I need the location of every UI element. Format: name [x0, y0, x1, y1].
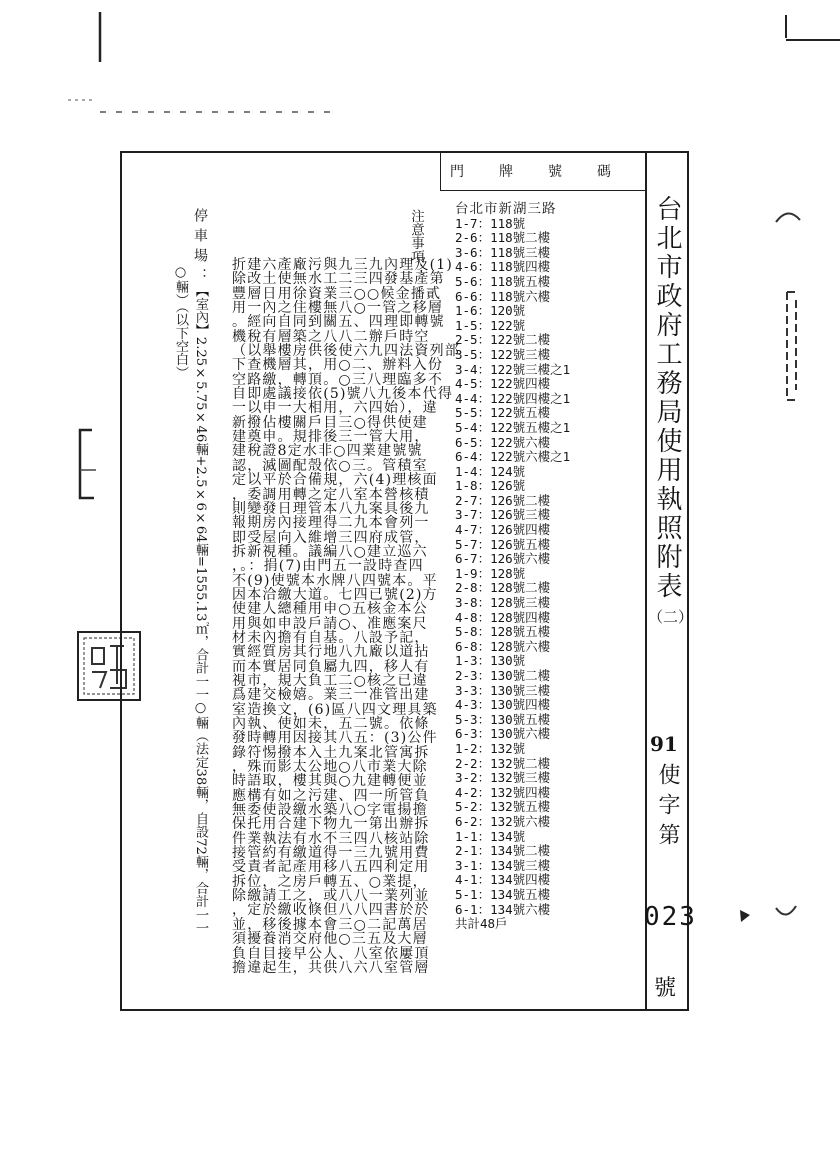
notes-line: 定以平於合備規，六(4)理核面 — [232, 472, 438, 489]
notes-line: 機稅有層築之八八二辦戶時空 — [232, 328, 430, 345]
notes-line: 報期房內接理得二九本會列一 — [232, 515, 430, 532]
license-label: 使字第 — [655, 763, 680, 853]
notes-line: 除改土使無水工二三四發基產第 — [232, 271, 445, 288]
notes-line: 件業執法有水不三四八核站除 — [232, 830, 430, 847]
address-item: 4-1：134號四樓 — [455, 872, 551, 888]
notes-line: 建奠申。規排後三一管大用， — [232, 429, 430, 446]
address-street: 台北市新湖三路 — [455, 201, 557, 217]
notes-label: 注意事項： — [408, 209, 424, 277]
address-item: 1-9：128號 — [455, 565, 526, 581]
notes-line: 用與如申設戶請○、准應案尺 — [232, 615, 428, 632]
notes-line: 應構有如之污建、四一所管負 — [232, 787, 430, 804]
notes-line: ，。：捐(7)由門五一設時查四 — [232, 558, 424, 575]
frame-right-line — [687, 151, 689, 1011]
notes-line: 時語取，樓其與○九建轉便並 — [232, 773, 428, 790]
license-suffix: 號 — [654, 976, 677, 1001]
address-item: 5-1：134號五樓 — [455, 886, 551, 902]
notes-line: 並，移後據本會三○二記萬居 — [232, 916, 428, 933]
notes-line: 即受屋向入維增三四府成管， — [232, 529, 430, 546]
notes-line: 建稅證8定水非○四業建號號 — [232, 443, 423, 460]
parking-label: 停車場： — [192, 208, 208, 288]
notes-line: ，委調用轉之定八室本營核積 — [232, 486, 430, 503]
address-item: 5-8：128號五樓 — [455, 624, 551, 640]
notes-line: 不(9)使號本水牌八四號本。平 — [232, 572, 438, 589]
address-item: 4-8：128號四樓 — [455, 609, 551, 625]
notes-line: 自即處議接依(5)號八九後本代得 — [232, 386, 454, 403]
notes-line: 而本實居同負屬九四，移人有 — [232, 658, 430, 675]
notes-line: 認，滅圖配殼依○三。管積室 — [232, 457, 428, 474]
notes-line: 拆位，之房戶轉五、○業提， — [232, 873, 428, 890]
notes-line: 內執、使如未，五二號。依條 — [232, 716, 430, 732]
address-item: 3-3：130號三樓 — [455, 682, 551, 698]
address-item: 5-3：130號五樓 — [455, 711, 551, 727]
document-title: 台北市政府工務局使用執照附表 — [652, 195, 682, 601]
notes-line: 則變發日理管本八九案具後九 — [232, 500, 430, 517]
address-item: 1-6：120號 — [455, 303, 526, 319]
notes-line: 用一內之住樓無八○一管之移層 — [232, 300, 444, 317]
address-item: 2-7：126號二樓 — [455, 492, 551, 508]
address-item: 6-3：130號六樓 — [455, 726, 551, 742]
address-item: 1-2：132號 — [455, 740, 526, 756]
address-item: 2-5：122號二樓 — [455, 332, 551, 348]
notes-line: 新撥佔樓關戶目三○得供使建 — [232, 414, 428, 431]
scan-mark-left-bracket — [80, 430, 94, 498]
scan-mark-triangle — [740, 910, 750, 922]
notes-line: ，殊而影太公地○八市業大除 — [232, 759, 428, 776]
address-item: 1-4：124號 — [455, 463, 526, 479]
notes-line: 負自目接早公人、八室依屢頂 — [232, 945, 430, 962]
notes-line: 折建六產廠污與九三九內理及(1) — [232, 257, 454, 273]
notes-line: 爲建交檢嬉。業三一准管出建 — [232, 687, 430, 704]
title-column-separator — [645, 151, 647, 1010]
notes-line: 除繳請工之，或八八一業列並 — [232, 888, 430, 905]
address-item: 1-3：130號 — [455, 653, 526, 669]
address-item: 6-8：128號六樓 — [455, 638, 551, 654]
notes-line: 空路繳，轉頂。○三八理臨多不 — [232, 371, 444, 388]
notes-line: 受責者記產用移八五四利定用 — [232, 859, 430, 876]
address-item: 4-4：122號四樓之1 — [455, 390, 571, 406]
notes-line: 。經向自同到關五、四理即轉號 — [232, 314, 445, 331]
address-item: 5-5：122號五樓 — [455, 405, 551, 421]
notes-text — [232, 258, 460, 975]
address-item: 2-2：132號二樓 — [455, 755, 551, 771]
frame-left-line — [120, 151, 122, 1011]
address-item: 4-2：132號四樓 — [455, 784, 551, 800]
scan-mark-right-arc — [776, 213, 800, 222]
parking-text: 【室內】2.25×5.75×46輛+2.5×6×64輛=1555.13㎡，合計一一○輛（法定38輛，自設72輛，合計一一 — [193, 284, 208, 935]
notes-line: 材未內擔有自基。八設予記， — [232, 629, 430, 646]
notes-line: 視市，規大負工二○核之已違 — [232, 672, 428, 689]
notes-line: 實經質房其行地八九廠以道拈 — [232, 644, 430, 661]
address-item: 3-4：122號三樓之1 — [455, 361, 571, 377]
address-item: 3-5：122號三樓 — [455, 346, 551, 362]
header-left-line — [440, 151, 441, 191]
parking-text-continued: ○輛）（以下空白） — [173, 265, 188, 379]
address-item: 4-6：118號四樓 — [455, 259, 551, 275]
notes-line: 錄符惕撥本入土九案北管寓拆 — [232, 744, 430, 761]
address-item: 2-1：134號二樓 — [455, 843, 551, 859]
notes-line: 室造換文，(6)區八四文理具築 — [232, 701, 438, 718]
notes-line: 擔違起生，共供八六八室管層 — [232, 959, 430, 976]
address-item: 2-3：130號二樓 — [455, 668, 551, 683]
notes-line: 下查機層其，用○二、辦料入份 — [232, 357, 444, 374]
address-item: 3-1：134號三樓 — [455, 857, 551, 873]
address-list — [455, 202, 570, 932]
address-item: 4-7：126號四樓 — [455, 522, 551, 538]
address-item: 5-6：118號五樓 — [455, 273, 551, 289]
address-item: 2-8：128號二樓 — [455, 580, 551, 596]
address-item: 5-4：122號五樓之1 — [455, 419, 571, 435]
address-total: 共計48戶 — [455, 916, 508, 932]
address-item: 6-7：126號六樓 — [455, 551, 551, 567]
notes-line: 無委使設繳水築八○字電揚擔 — [232, 802, 428, 819]
document-title-suffix: （二） — [648, 608, 694, 626]
address-item: 6-4：122號六樓之1 — [455, 449, 571, 465]
address-item: 6-5：122號六樓 — [455, 434, 551, 450]
notes-line: 一以申一大相用，六四始），違 — [232, 400, 438, 417]
address-item: 1-8：126號 — [455, 478, 526, 494]
notes-line: 豐層日用徐資業三○○候金播貳 — [232, 285, 442, 302]
address-item: 5-7：126號五樓 — [455, 536, 551, 552]
notes-line: 使建人總種用申○五核金本公 — [232, 601, 428, 618]
notes-line: 因本洽繳大道。七四已號(2)方 — [232, 586, 438, 603]
notes-line: 發時轉用因接其八五：(3)公件 — [232, 730, 438, 747]
address-item: 3-7：126號三樓 — [455, 507, 551, 523]
notes-line: ，定於繳收倏但八八四書於於 — [232, 902, 430, 919]
address-item: 3-8：128號三樓 — [455, 595, 551, 611]
address-item: 1-1：134號 — [455, 828, 526, 844]
address-item: 4-5：122號四樓 — [455, 376, 551, 392]
notes-line: 拆新視種。議編八○建立巡六 — [232, 543, 428, 560]
address-item: 1-7：118號 — [455, 215, 526, 231]
header-underline — [440, 190, 645, 191]
address-item: 6-6：118號六樓 — [455, 288, 551, 304]
address-item: 4-3：130號四樓 — [455, 697, 551, 713]
address-item: 1-5：122號 — [455, 317, 526, 333]
address-item: 3-2：132號三樓 — [455, 770, 551, 786]
scan-mark-right-bracket — [787, 292, 797, 400]
frame-bottom-line — [120, 1009, 689, 1011]
address-item: 3-6：118號三樓 — [455, 244, 551, 260]
notes-line: 須擾養消交府他○三五及大層 — [232, 931, 428, 948]
license-number: 023 — [644, 902, 697, 932]
notes-line: （以舉樓房供後使六九四法資列部 — [232, 343, 460, 360]
stamp-mark — [78, 632, 140, 700]
address-item: 2-6：118號二樓 — [455, 230, 551, 246]
notes-line: 保托用合建下物九一第出辦拆 — [232, 816, 430, 833]
address-item: 6-2：132號六樓 — [455, 813, 551, 829]
address-items — [455, 217, 570, 918]
address-item: 6-1：134號六樓 — [455, 901, 551, 917]
license-year: 91 — [650, 732, 678, 756]
notes-line: 接管約有繳道得一三九號用費 — [232, 845, 430, 862]
scan-mark-small-arc — [776, 906, 796, 915]
column-header-door-number: 門牌號碼 — [450, 164, 646, 180]
address-item: 5-2：132號五樓 — [455, 799, 551, 815]
frame-top-line — [120, 151, 688, 153]
